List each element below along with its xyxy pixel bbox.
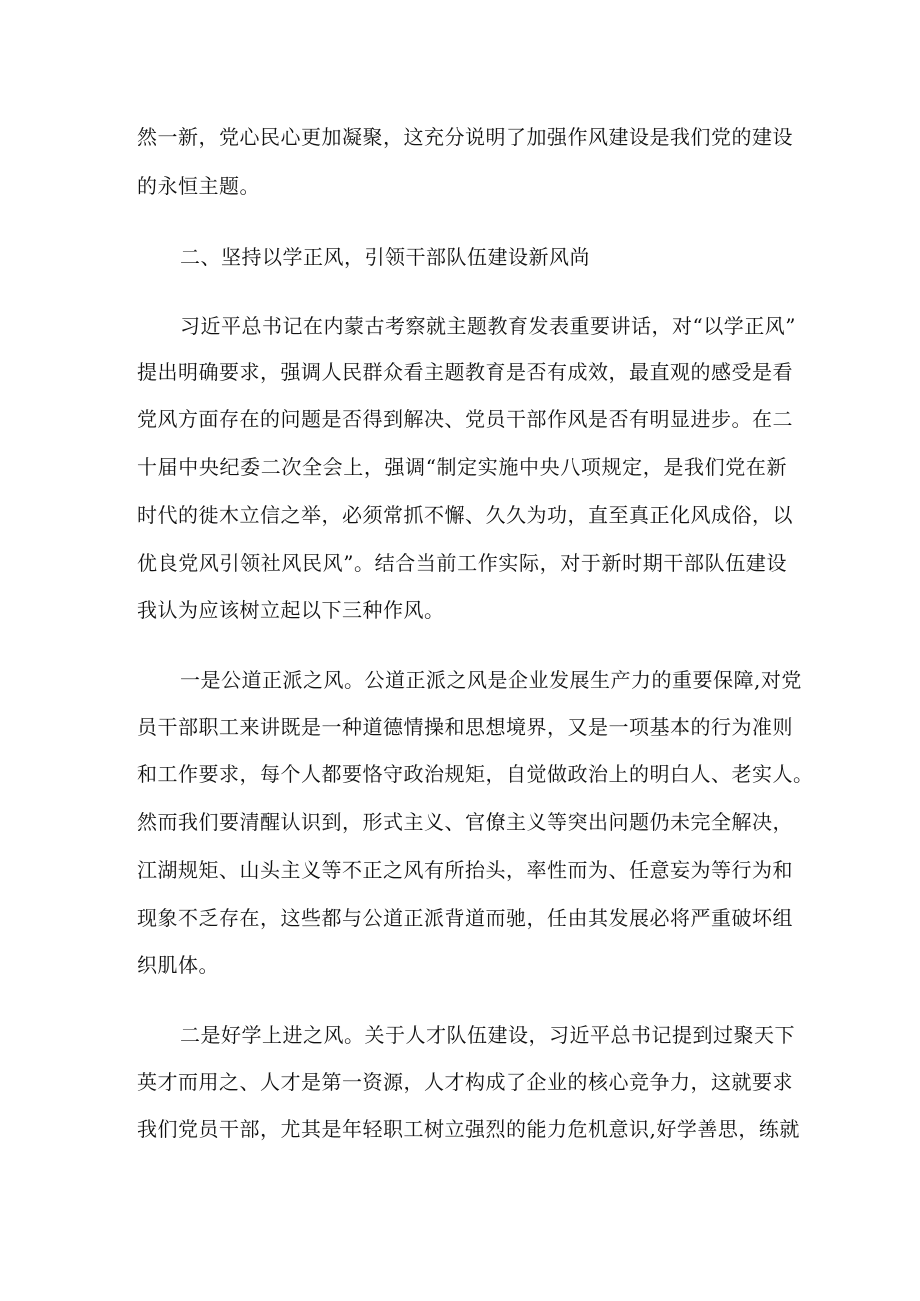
paragraph-line: 然而我们要清醒认识到，形式主义、官僚主义等突出问题仍未完全解决， (137, 810, 793, 834)
paragraph-line: 然一新，党心民心更加凝聚，这充分说明了加强作风建设是我们党的建设 (137, 125, 793, 149)
paragraph-line: 习近平总书记在内蒙古考察就主题教育发表重要讲话，对“以学正风” (180, 314, 796, 338)
section-heading: 二、坚持以学正风，引领干部队伍建设新风尚 (180, 245, 590, 269)
paragraph-line: 提出明确要求，强调人民群众看主题教育是否有成效，最直观的感受是看 (137, 360, 793, 384)
paragraph-line: 的永恒主题。 (137, 174, 260, 198)
paragraph-line: 一是公道正派之风。公道正派之风是企业发展生产力的重要保障,对党 (180, 668, 802, 692)
paragraph-line: 我认为应该树立起以下三种作风。 (137, 598, 445, 622)
paragraph-line: 和工作要求，每个人都要恪守政治规矩，自觉做政治上的明白人、老实人。 (137, 762, 814, 786)
paragraph-line: 江湖规矩、山头主义等不正之风有所抬头，率性而为、任意妄为等行为和 (137, 858, 793, 882)
paragraph-line: 时代的徙木立信之举，必须常抓不懈、久久为功，直至真正化风成俗，以 (137, 503, 793, 527)
paragraph-line: 优良党风引领社风民风”。结合当前工作实际，对于新时期干部队伍建设 (137, 551, 787, 575)
paragraph-line: 我们党员干部，尤其是年轻职工树立强烈的能力危机意识,好学善思，练就 (137, 1117, 800, 1141)
paragraph-line: 英才而用之、人才是第一资源，人才构成了企业的核心竞争力，这就要求 (137, 1070, 793, 1094)
paragraph-line: 二是好学上进之风。关于人才队伍建设，习近平总书记提到过聚天下 (180, 1023, 795, 1047)
paragraph-line: 员干部职工来讲既是一种道德情操和思想境界，又是一项基本的行为准则 (137, 715, 793, 739)
paragraph-line: 党风方面存在的问题是否得到解决、党员干部作风是否有明显进步。在二 (137, 407, 793, 431)
paragraph-line: 十届中央纪委二次全会上，强调“制定实施中央八项规定，是我们党在新 (137, 455, 787, 479)
paragraph-line: 织肌体。 (137, 953, 219, 977)
paragraph-line: 现象不乏存在，这些都与公道正派背道而驰，任由其发展必将严重破坏组 (137, 906, 793, 930)
